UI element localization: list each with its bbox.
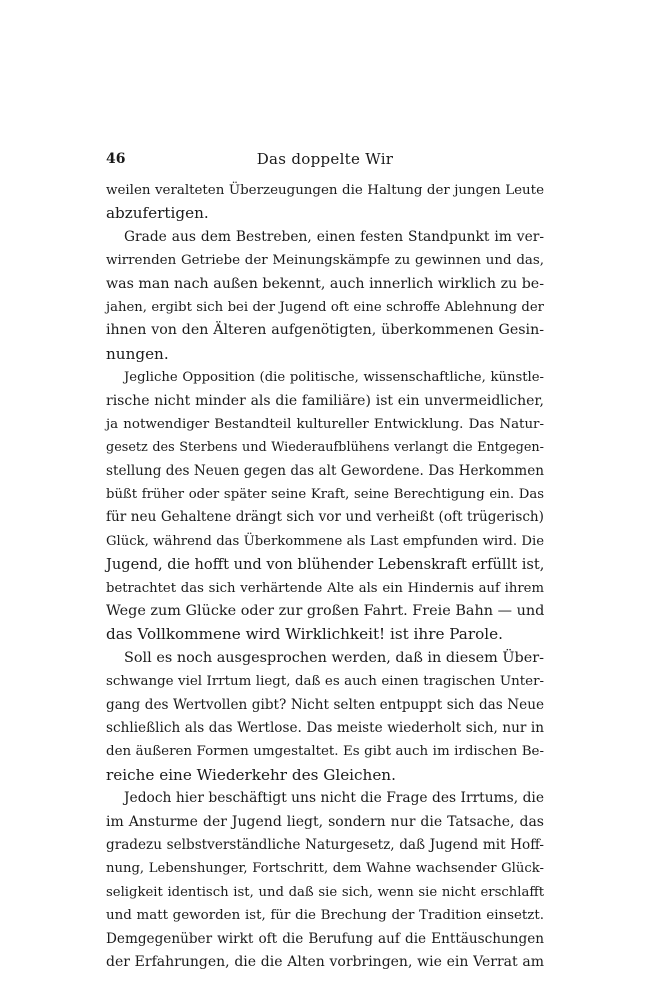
text-line: ihnen von den Älteren aufgenötigten, überkommenen Gesin- — [106, 322, 544, 339]
text-line: abzufertigen. — [106, 204, 209, 223]
text-line: Glück, während das Überkommene als Last empfunden wird. Die — [106, 533, 544, 549]
text-line: im Ansturme der Jugend liegt, sondern nur die Tatsache, das — [106, 813, 544, 830]
text-line: seligkeit identisch ist, und daß sie sich, wenn sie nicht erschlafft — [106, 884, 544, 900]
text-line: den äußeren Formen umgestaltet. Es gibt auch im irdischen Be- — [106, 744, 544, 760]
text-line: und matt geworden ist, für die Brechung der Tradition einsetzt. — [106, 908, 544, 924]
text-line: gradezu selbstverständliche Naturgesetz, daß Jugend mit Hoff- — [106, 836, 544, 853]
text-line: Wege zum Glücke oder zur großen Fahrt. Freie Bahn — und — [106, 603, 545, 620]
text-line: weilen veralteten Überzeugungen die Haltung der jungen Leute — [106, 183, 544, 198]
text-line: Jedoch hier beschäftigt uns nicht die Frage des Irrtums, die — [124, 790, 544, 807]
text-line: das Vollkommene wird Wirklichkeit! ist ihre Parole. — [106, 625, 503, 644]
text-line: nung, Lebenshunger, Fortschritt, dem Wahne wachsender Glück- — [106, 861, 544, 877]
text-line: Jegliche Opposition (die politische, wissenschaftliche, künstle- — [124, 370, 544, 386]
text-line: ja notwendiger Bestandteil kultureller Entwicklung. Das Natur- — [106, 416, 544, 432]
text-line: Demgegenüber wirkt oft die Berufung auf die Enttäuschungen — [106, 930, 544, 947]
text-line: schwange viel Irrtum liegt, daß es auch einen tragischen Unter- — [106, 674, 544, 690]
text-line: Soll es noch ausgesprochen werden, daß in diesem Über- — [124, 649, 544, 666]
text-line: rische nicht minder als die familiäre) ist ein unvermeidlicher, — [106, 392, 544, 409]
page-header — [106, 148, 544, 170]
body-text — [106, 179, 544, 974]
text-line: nungen. — [106, 344, 169, 363]
text-line: Grade aus dem Bestreben, einen festen Standpunkt im ver- — [124, 228, 544, 245]
text-line: stellung des Neuen gegen das alt Gewordene. Das Herkommen — [106, 462, 544, 479]
text-line: schließlich als das Wertlose. Das meiste wiederholt sich, nur in — [106, 719, 544, 736]
text-line: für neu Gehaltene drängt sich vor und verheißt (oft trügerisch) — [106, 509, 544, 526]
text-line: der Erfahrungen, die die Alten vorbringen, wie ein Verrat am — [106, 953, 544, 970]
text-line: betrachtet das sich verhärtende Alte als ein Hindernis auf ihrem — [106, 580, 544, 596]
text-line: jahen, ergibt sich bei der Jugend oft eine schroffe Ablehnung der — [106, 299, 544, 315]
text-line: wirrenden Getriebe der Meinungskämpfe zu gewinnen und das, — [106, 253, 544, 269]
text-line: büßt früher oder später seine Kraft, seine Berechtigung ein. Das — [106, 487, 544, 503]
text-line: gang des Wertvollen gibt? Nicht selten entpuppt sich das Neue — [106, 696, 544, 713]
text-line: Jugend, die hofft und von blühender Lebenskraft erfüllt ist, — [106, 556, 545, 574]
running-title: Das doppelte Wir — [256, 150, 394, 168]
text-line: reiche eine Wiederkehr des Gleichen. — [106, 765, 396, 784]
page-number: 46 — [106, 151, 126, 167]
text-line: gesetz des Sterbens und Wiederaufblühens verlangt die Entgegen- — [106, 440, 544, 456]
text-line: was man nach außen bekennt, auch innerlich wirklich zu be- — [106, 275, 544, 292]
